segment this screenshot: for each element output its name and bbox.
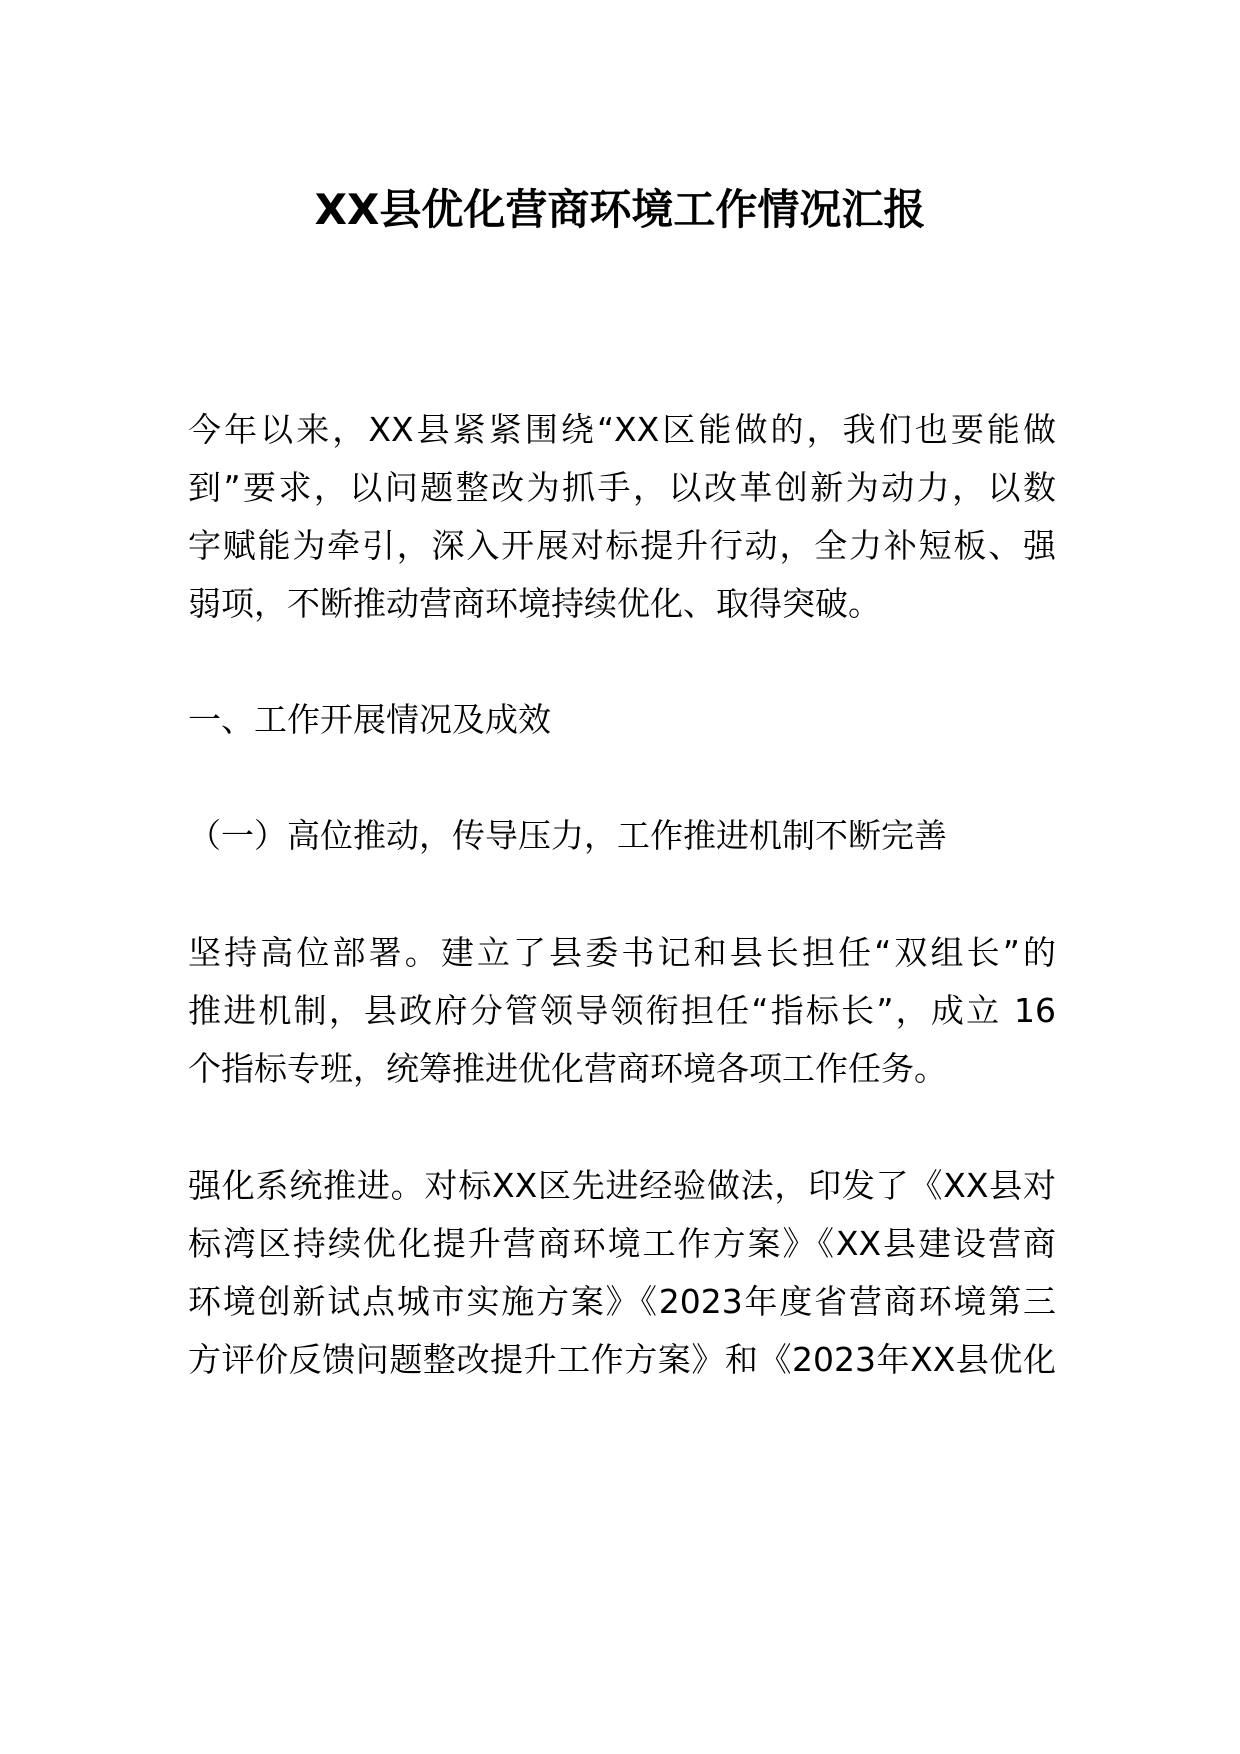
section1-heading: 一、工作开展情况及成效 bbox=[188, 700, 551, 739]
section-heading bbox=[188, 691, 1056, 749]
subsection1-heading: （一）高位推动，传导压力，工作推进机制不断完善 bbox=[188, 816, 947, 855]
text-line: 标湾区持续优化提升营商环境工作方案》《XX县建设营商 bbox=[188, 1224, 1056, 1263]
text-line: 方评价反馈问题整改提升工作方案》和《2023年XX县优化 bbox=[188, 1340, 1056, 1379]
text-line: 弱项，不断推动营商环境持续优化、取得突破。 bbox=[188, 584, 881, 623]
document-title: XX县优化营商环境工作情况汇报 bbox=[314, 185, 926, 234]
system-paragraph bbox=[188, 1157, 1056, 1389]
text-line: 强化系统推进。对标XX区先进经验做法，印发了《XX县对 bbox=[188, 1166, 1056, 1205]
text-line: 环境创新试点城市实施方案》《2023年度省营商环境第三 bbox=[188, 1282, 1056, 1321]
text-line: 到”要求，以问题整改为抓手，以改革创新为动力，以数 bbox=[188, 468, 1056, 507]
text-line: 坚持高位部署。建立了县委书记和县长担任“双组长”的 bbox=[188, 933, 1056, 972]
subsection-heading bbox=[188, 807, 1056, 865]
text-line: 字赋能为牵引，深入开展对标提升行动，全力补短板、强 bbox=[188, 526, 1056, 565]
text-line: 个指标专班，统筹推进优化营商环境各项工作任务。 bbox=[188, 1049, 947, 1088]
text-line: 推进机制，县政府分管领导领衔担任“指标长”，成立 16 bbox=[188, 991, 1056, 1030]
deploy-paragraph bbox=[188, 924, 1056, 1098]
intro-paragraph bbox=[188, 401, 1056, 633]
text-line: 今年以来，XX县紧紧围绕“XX区能做的，我们也要能做 bbox=[188, 410, 1056, 449]
